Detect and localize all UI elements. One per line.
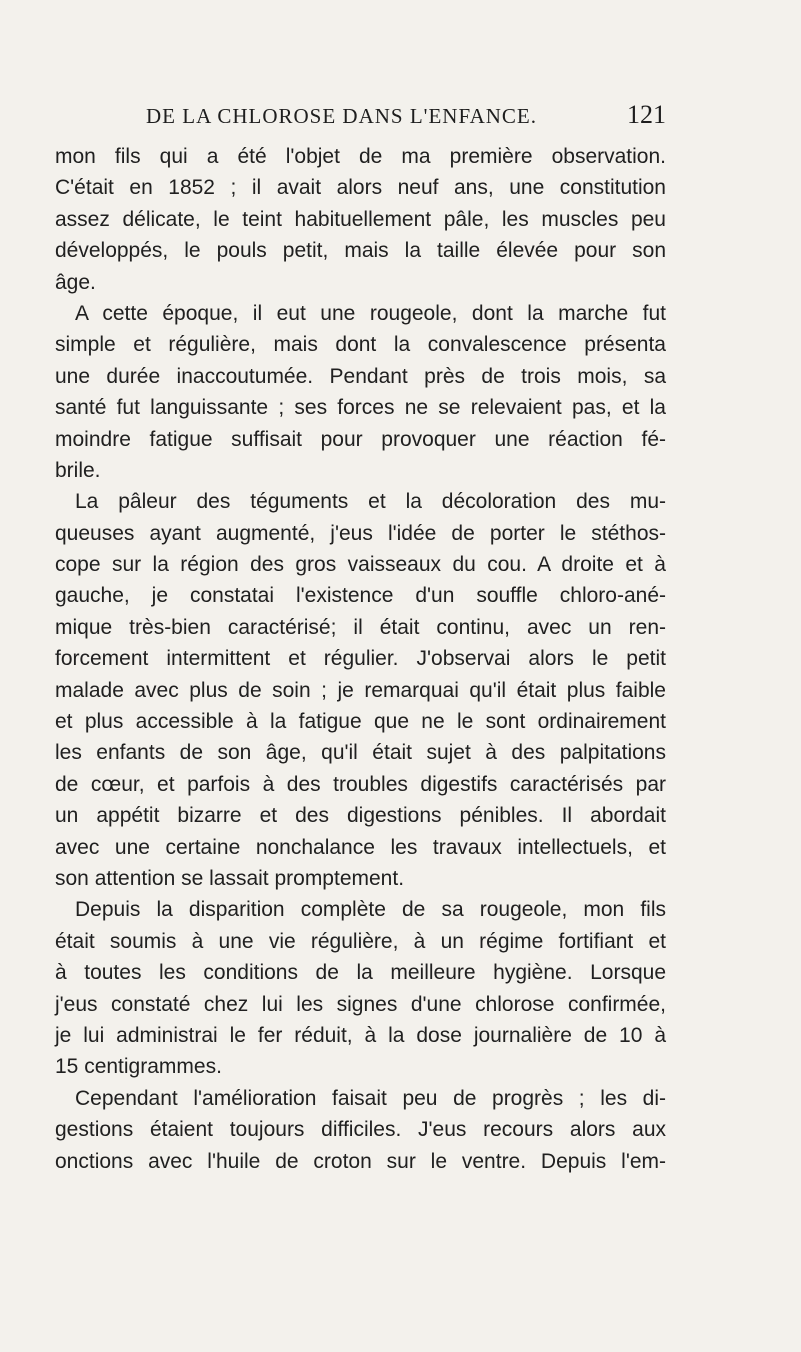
text-line: un appétit bizarre et des digestions pénibles. Il abordait [55,804,666,828]
body-text [55,141,666,1177]
text-line: à toutes les conditions de la meilleure hygiène. Lorsque [55,961,666,985]
text-line: forcement intermittent et régulier. J'observai alors le petit [55,647,666,671]
text-line: malade avec plus de soin ; je remarquai qu'il était plus faible [55,678,666,702]
text-line: et plus accessible à la fatigue que ne le sont ordinairement [55,710,666,734]
text-line: son attention se lassait promptement. [55,866,405,890]
text-line: j'eus constaté chez lui les signes d'une chlorose confirmée, [55,992,666,1016]
text-line: une durée inaccoutumée. Pendant près de trois mois, sa [55,364,666,388]
text-line: mon fils qui a été l'objet de ma première observation. [55,145,666,168]
text-line: les enfants de son âge, qu'il était sujet à des palpitations [55,741,666,765]
text-line: santé fut languissante ; ses forces ne se relevaient pas, et la [55,396,666,420]
paragraph-start-line: Depuis la disparition complète de sa rougeole, mon fils [75,898,666,922]
text-line: simple et régulière, mais dont la convalescence présenta [55,333,666,357]
text-line: avec une certaine nonchalance les travaux intellectuels, et [55,835,666,859]
text-line: queuses ayant augmenté, j'eus l'idée de porter le stéthos- [55,521,666,545]
text-line: C'était en 1852 ; il avait alors neuf ans, une constitution [55,176,666,200]
text-line: gauche, je constatai l'existence d'un souffle chloro-ané- [55,584,666,608]
text-line: était soumis à une vie régulière, à un régime fortifiant et [55,929,666,953]
text-line: assez délicate, le teint habituellement pâle, les muscles peu [55,207,666,231]
paragraph-start-line: La pâleur des téguments et la décoloration des mu- [75,490,666,514]
running-title: DE LA CHLOROSE DANS L'ENFANCE. [146,104,537,128]
text-line: je lui administrai le fer réduit, à la dose journalière de 10 à [55,1023,666,1047]
text-line: 15 centigrammes. [55,1055,222,1079]
paragraph-start-line: A cette époque, il eut une rougeole, dont la marche fut [75,301,666,325]
text-line: développés, le pouls petit, mais la taille élevée pour son [55,239,666,263]
text-line: mique très-bien caractérisé; il était continu, avec un ren- [55,615,666,639]
text-line: onctions avec l'huile de croton sur le ventre. Depuis l'em- [55,1149,666,1173]
page-number: 121 [627,100,666,129]
text-line: âge. [55,270,96,294]
text-line: de cœur, et parfois à des troubles digestifs caractérisés par [55,772,666,796]
text-line: moindre fatigue suffisait pour provoquer une réaction fé- [55,427,666,451]
text-line: gestions étaient toujours difficiles. J'eus recours alors aux [55,1118,666,1142]
text-line: brile. [55,458,101,482]
paragraph-start-line: Cependant l'amélioration faisait peu de progrès ; les di- [75,1086,666,1110]
text-line: cope sur la région des gros vaisseaux du cou. A droite et à [55,553,666,577]
running-head [146,100,666,134]
